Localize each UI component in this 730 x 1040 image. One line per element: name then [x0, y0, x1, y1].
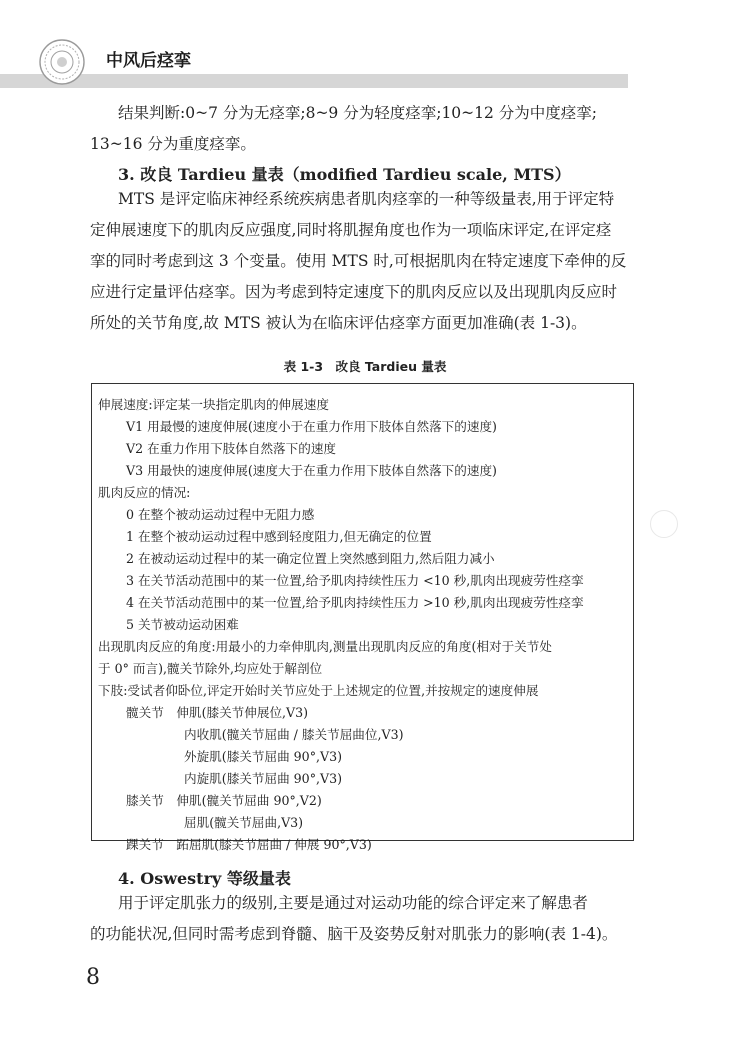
- mts-paragraph: [90, 184, 642, 339]
- table-line: 3 在关节活动范围中的某一位置,给予肌肉持续性压力 <10 秒,肌肉出现疲劳性痉挛: [126, 573, 584, 588]
- table-line: 肌肉反应的情况:: [98, 485, 191, 500]
- oswestry-paragraph: [90, 888, 642, 950]
- section-heading-oswestry: 4. Oswestry 等级量表: [118, 869, 291, 888]
- table-caption: 表 1-3 改良 Tardieu 量表: [283, 359, 447, 374]
- text-line: 13~16 分为重度痉挛。: [90, 135, 256, 153]
- table-line: 1 在整个被动运动过程中感到轻度阻力,但无确定的位置: [126, 529, 432, 544]
- page-number: 8: [86, 965, 100, 990]
- table-line: 屈肌(髋关节屈曲,V3): [184, 815, 304, 830]
- table-line: 伸展速度:评定某一块指定肌肉的伸展速度: [98, 397, 329, 412]
- table-line: 膝关节 伸肌(髋关节屈曲 90°,V2): [126, 793, 322, 808]
- text-line: 定伸展速度下的肌肉反应强度,同时将肌握角度也作为一项临床评定,在评定痉: [90, 221, 612, 239]
- table-line: 下肢:受试者仰卧位,评定开始时关节应处于上述规定的位置,并按规定的速度伸展: [98, 683, 539, 698]
- table-line: 髋关节 伸肌(膝关节伸展位,V3): [126, 705, 309, 720]
- text-line: 所处的关节角度,故 MTS 被认为在临床评估痉挛方面更加准确(表 1-3)。: [90, 314, 587, 332]
- table-line: 2 在被动运动过程中的某一确定位置上突然感到阻力,然后阻力减小: [126, 551, 495, 566]
- mts-table: [91, 383, 634, 852]
- text-line: MTS 是评定临床神经系统疾病患者肌肉痉挛的一种等级量表,用于评定特: [118, 190, 615, 208]
- table-line: 于 0° 而言),髋关节除外,均应处于解剖位: [98, 661, 323, 676]
- header-rule-bar: [0, 74, 628, 88]
- table-line: 内收肌(髋关节屈曲 / 膝关节屈曲位,V3): [184, 727, 404, 742]
- table-line: V3 用最快的速度伸展(速度大于在重力作用下肢体自然落下的速度): [126, 463, 497, 478]
- table-line: 4 在关节活动范围中的某一位置,给予肌肉持续性压力 >10 秒,肌肉出现疲劳性痉挛: [126, 595, 584, 610]
- table-line: V2 在重力作用下肢体自然落下的速度: [126, 441, 337, 456]
- table-line: 外旋肌(膝关节屈曲 90°,V3): [184, 749, 343, 764]
- ornamental-seal-icon: [38, 38, 86, 86]
- table-line: 5 关节被动运动困难: [126, 617, 239, 632]
- text-line: 的功能状况,但同时需考虑到脊髓、脑干及姿势反射对肌张力的影响(表 1-4)。: [90, 925, 618, 943]
- running-title: 中风后痉挛: [106, 51, 191, 71]
- text-line: 应进行定量评估痉挛。因为考虑到特定速度下的肌肉反应以及出现肌肉反应时: [90, 283, 618, 301]
- table-line: 出现肌肉反应的角度:用最小的力牵伸肌肉,测量出现肌肉反应的角度(相对于关节处: [98, 639, 552, 654]
- text-line: 挛的同时考虑到这 3 个变量。使用 MTS 时,可根据肌肉在特定速度下牵伸的反: [90, 252, 627, 270]
- result-paragraph: [90, 98, 642, 160]
- text-line: 用于评定肌张力的级别,主要是通过对运动功能的综合评定来了解患者: [118, 894, 588, 912]
- text-line: 结果判断:0~7 分为无痉挛;8~9 分为轻度痉挛;10~12 分为中度痉挛;: [118, 104, 598, 122]
- table-line: 踝关节 跖屈肌(膝关节屈曲 / 伸展 90°,V3): [126, 837, 372, 852]
- table-line: V1 用最慢的速度伸展(速度小于在重力作用下肢体自然落下的速度): [126, 419, 497, 434]
- section-heading-mts: 3. 改良 Tardieu 量表（modified Tardieu scale, MTS）: [118, 165, 571, 184]
- table-line: 0 在整个被动运动过程中无阻力感: [126, 507, 315, 522]
- faint-stamp-mark: [650, 510, 678, 538]
- table-line: 内旋肌(膝关节屈曲 90°,V3): [184, 771, 343, 786]
